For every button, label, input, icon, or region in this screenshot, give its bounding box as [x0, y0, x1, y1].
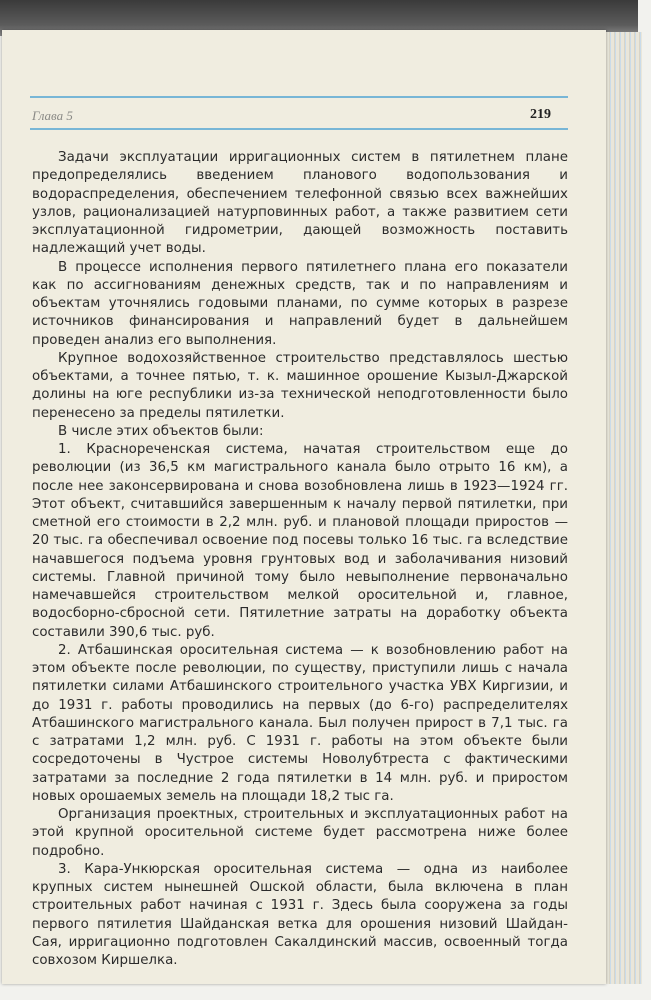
running-header-chapter: Глава 5 [32, 108, 73, 123]
paragraph-krasnorechenskaya: 1. Краснореченская система, начатая строительством еще до революции (из 36,5 км магистрального канала было отрыто 16 км), а после нее законсервирована и снова возобновлена лишь в 1923—1924 гг. Этот объект, считавшийся завершенным к началу первой пятилетки, при сметной его стоимости в 2,2 млн. руб. и плановой площади приростов — 20 тыс. га обеспечивал освоение под посевы только 16 тыс. га вследствие начавшегося подъема уровня грунтовых вод и заболачивания низовий системы. Главной причиной тому было невыполнение первоначально намечавшейся строительством мелкой оросительной и, главное, водосборно-сбросной сети. Пятилетние затраты на доработку объекта составили 390,6 тыс. руб. [32, 442, 568, 640]
paragraph-objects-list-intro: В числе этих объектов были: [58, 423, 264, 439]
paragraph-irrigation-tasks: Задачи эксплуатации ирригационных систем в пятилетнем плане предопределялись введением планового водопользования и водораспределения, обеспечением телефонной связью всех важнейших узлов, рационализацией натурповинных работ, а также развитием сети эксплуатационной гидрометрии, дающей возможность поставить надлежащий учет воды. [32, 150, 568, 257]
paragraph-kara-unkyurskaya: 3. Кара-Ункюрская оросительная система — одна из наиболее крупных систем нынешней Ошской области, была включена в план строительных работ начиная с 1931 г. Здесь была сооружена за годы первого пятилетия Шайданская ветка для орошения низовий Шайдан-Сая, ирригационно подготовлен Сакалдинский массив, освоенный тогда совхозом Киршелка. [32, 861, 568, 968]
page-number: 219 [530, 107, 551, 122]
paragraph-plan-execution: В процессе исполнения первого пятилетнего плана его показатели как по ассигнованиям денежных средств, так и по направлениям и объектам уточнялись годовыми планами, по сумме которых в разрезе источников финансирования и направлений будет в дальнейшем проведен анализ его выполнения. [32, 259, 568, 348]
page-body [32, 149, 568, 970]
header-rule-top [30, 96, 568, 98]
paragraph-organization: Организация проектных, строительных и эксплуатационных работ на этой крупной оросительной системе будет рассмотрена ниже более подробно. [32, 807, 568, 859]
paragraph-major-construction: Крупное водохозяйственное строительство представлялось шестью объектами, а точнее пятью, т. к. машинное орошение Кызыл-Джарской долины на юге республики из-за технической неподготовленности было перенесено за пределы пятилетки. [32, 350, 568, 421]
header-rule-bottom [30, 128, 568, 130]
paragraph-atbashinskaya: 2. Атбашинская оросительная система — к возобновлению работ на этом объекте после революции, по существу, приступили лишь с начала пятилетки силами Атбашинского строительного участка УВХ Киргизии, и до 1931 г. работы проводились на первых (до 6-го) распределителях Атбашинского магистрального канала. Был получен прирост в 7,1 тыс. га с затратами 1,2 млн. руб. С 1931 г. работы на этом объекте были сосредоточены в Чустрое системы Новолубтреста с фактическими затратами за последние 2 года пятилетки в 14 млн. руб. и приростом новых орошаемых земель на площади 18,2 тыс га. [32, 642, 568, 804]
page-stack-edges [606, 32, 642, 984]
